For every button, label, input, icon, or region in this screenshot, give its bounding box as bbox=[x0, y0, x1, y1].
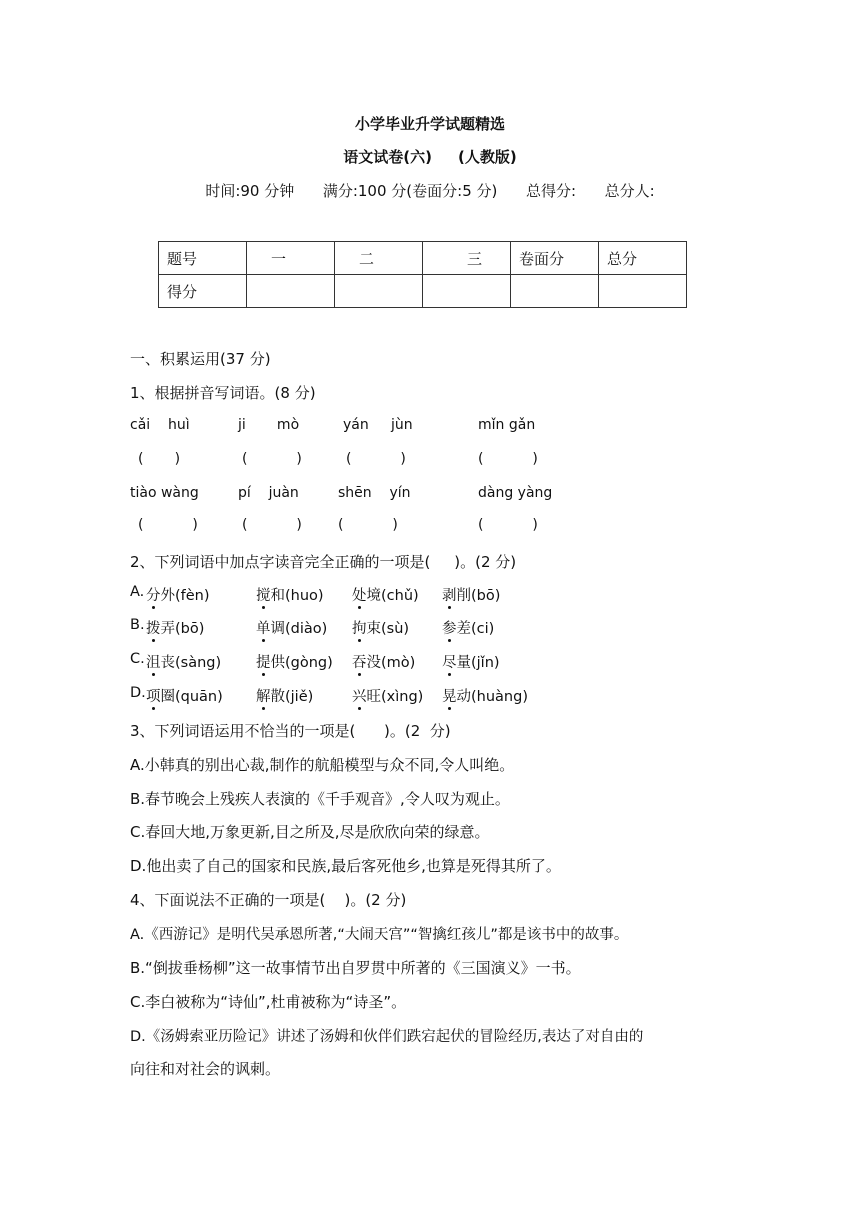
word-reading: 束(sù) bbox=[366, 621, 410, 637]
pinyin-item: cǎi huì bbox=[130, 417, 190, 433]
exam-title: 小学毕业升学试题精选 bbox=[354, 115, 505, 133]
option-label[interactable]: C. bbox=[130, 651, 145, 667]
word-reading: 和(huo) bbox=[270, 588, 324, 604]
option-word bbox=[256, 617, 327, 638]
pinyin-item: dàng yàng bbox=[478, 485, 553, 501]
question-3-option-a[interactable]: A.小韩真的别出心裁,制作的航船模型与众不同,令人叫绝。 bbox=[130, 756, 515, 774]
exam-subtitle: 语文试卷(六) (人教版) bbox=[343, 148, 517, 166]
answer-blank[interactable]: ( ) bbox=[478, 517, 538, 533]
dotted-character: 尽 bbox=[442, 651, 457, 672]
word-reading: 旺(xìng) bbox=[366, 689, 424, 705]
option-word bbox=[146, 617, 204, 638]
word-reading: 外(fèn) bbox=[160, 588, 210, 604]
answer-blank[interactable]: ( ) bbox=[242, 517, 302, 533]
option-word bbox=[352, 617, 409, 638]
answer-blank[interactable]: ( ) bbox=[242, 451, 302, 467]
question-2-title: 2、下列词语中加点字读音完全正确的一项是( )。(2 分) bbox=[130, 553, 517, 571]
option-word bbox=[256, 651, 333, 672]
question-4-option-c[interactable]: C.李白被称为“诗仙”,杜甫被称为“诗圣”。 bbox=[130, 993, 407, 1011]
word-reading: 弄(bō) bbox=[160, 621, 205, 637]
word-reading: 境(chǔ) bbox=[366, 588, 419, 604]
dotted-character: 兴 bbox=[352, 685, 367, 706]
score-table bbox=[158, 241, 687, 308]
option-word bbox=[352, 685, 423, 706]
answer-blank[interactable]: ( ) bbox=[138, 451, 181, 467]
pinyin-item: ji mò bbox=[238, 417, 300, 433]
score-input-cell[interactable] bbox=[423, 275, 511, 308]
option-label[interactable]: D. bbox=[130, 685, 146, 701]
score-input-cell[interactable] bbox=[599, 275, 687, 308]
table-cell: 总分 bbox=[599, 242, 687, 275]
word-reading: 削(bō) bbox=[456, 588, 501, 604]
answer-blank[interactable]: ( ) bbox=[138, 517, 198, 533]
dotted-character: 项 bbox=[146, 685, 161, 706]
word-reading: 差(ci) bbox=[456, 621, 495, 637]
option-word bbox=[442, 685, 528, 706]
dotted-character: 解 bbox=[256, 685, 271, 706]
dotted-character: 沮 bbox=[146, 651, 161, 672]
option-word bbox=[352, 584, 419, 605]
table-cell: 得分 bbox=[159, 275, 247, 308]
word-reading: 调(diào) bbox=[270, 621, 328, 637]
question-4-option-d-cont: 向往和对社会的讽刺。 bbox=[130, 1060, 281, 1078]
option-word bbox=[146, 651, 221, 672]
score-input-cell[interactable] bbox=[335, 275, 423, 308]
option-word bbox=[146, 584, 210, 605]
word-reading: 圈(quān) bbox=[160, 689, 223, 705]
pinyin-item: tiào wàng bbox=[130, 485, 199, 501]
question-3-option-b[interactable]: B.春节晚会上残疾人表演的《千手观音》,令人叹为观止。 bbox=[130, 790, 510, 808]
pinyin-item: shēn yín bbox=[338, 485, 411, 501]
dotted-character: 分 bbox=[146, 584, 161, 605]
option-word bbox=[256, 685, 313, 706]
dotted-character: 拘 bbox=[352, 617, 367, 638]
word-reading: 供(gòng) bbox=[270, 655, 333, 671]
pinyin-item: pí juàn bbox=[238, 485, 299, 501]
pinyin-item: yán jùn bbox=[343, 417, 413, 433]
score-table-score-row bbox=[159, 275, 687, 308]
question-1-title: 1、根据拼音写词语。(8 分) bbox=[130, 384, 316, 402]
question-3-option-c[interactable]: C.春回大地,万象更新,目之所及,尽是欣欣向荣的绿意。 bbox=[130, 823, 490, 841]
dotted-character: 提 bbox=[256, 651, 271, 672]
option-word bbox=[352, 651, 415, 672]
word-reading: 动(huàng) bbox=[456, 689, 528, 705]
dotted-character: 吞 bbox=[352, 651, 367, 672]
question-3-option-d[interactable]: D.他出卖了自己的国家和民族,最后客死他乡,也算是死得其所了。 bbox=[130, 857, 561, 875]
option-label[interactable]: B. bbox=[130, 617, 145, 633]
exam-meta: 时间:90 分钟 满分:100 分(卷面分:5 分) 总得分: 总分人: bbox=[205, 182, 655, 200]
dotted-character: 剥 bbox=[442, 584, 457, 605]
table-cell: 题号 bbox=[159, 242, 247, 275]
question-4-option-b[interactable]: B.“倒拔垂杨柳”这一故事情节出自罗贯中所著的《三国演义》一书。 bbox=[130, 959, 581, 977]
dotted-character: 参 bbox=[442, 617, 457, 638]
option-word bbox=[442, 651, 500, 672]
score-input-cell[interactable] bbox=[247, 275, 335, 308]
word-reading: 丧(sàng) bbox=[160, 655, 222, 671]
option-word bbox=[442, 617, 494, 638]
question-4-option-d[interactable]: D.《汤姆索亚历险记》讲述了汤姆和伙伴们跌宕起伏的冒险经历,表达了对自由的 bbox=[130, 1029, 644, 1045]
score-table-header-row bbox=[159, 242, 687, 275]
score-input-cell[interactable] bbox=[511, 275, 599, 308]
table-cell: 三 bbox=[423, 242, 511, 275]
table-cell: 一 bbox=[247, 242, 335, 275]
pinyin-item: mǐn gǎn bbox=[478, 417, 536, 433]
answer-blank[interactable]: ( ) bbox=[346, 451, 406, 467]
dotted-character: 处 bbox=[352, 584, 367, 605]
question-4-option-a[interactable]: A.《西游记》是明代吴承恩所著,“大闹天宫”“智擒红孩儿”都是该书中的故事。 bbox=[130, 927, 629, 943]
option-label[interactable]: A. bbox=[130, 584, 145, 600]
option-word bbox=[146, 685, 223, 706]
option-word bbox=[442, 584, 500, 605]
word-reading: 量(jǐn) bbox=[456, 655, 500, 671]
table-cell: 卷面分 bbox=[511, 242, 599, 275]
dotted-character: 拨 bbox=[146, 617, 161, 638]
dotted-character: 搅 bbox=[256, 584, 271, 605]
dotted-character: 晃 bbox=[442, 685, 457, 706]
table-cell: 二 bbox=[335, 242, 423, 275]
answer-blank[interactable]: ( ) bbox=[338, 517, 398, 533]
option-word bbox=[256, 584, 324, 605]
section-title: 一、积累运用(37 分) bbox=[130, 350, 271, 368]
dotted-character: 单 bbox=[256, 617, 271, 638]
word-reading: 散(jiě) bbox=[270, 689, 314, 705]
question-4-title: 4、下面说法不正确的一项是( )。(2 分) bbox=[130, 891, 407, 909]
question-3-title: 3、下列词语运用不恰当的一项是( )。(2 分) bbox=[130, 722, 451, 740]
answer-blank[interactable]: ( ) bbox=[478, 451, 538, 467]
word-reading: 没(mò) bbox=[366, 655, 416, 671]
